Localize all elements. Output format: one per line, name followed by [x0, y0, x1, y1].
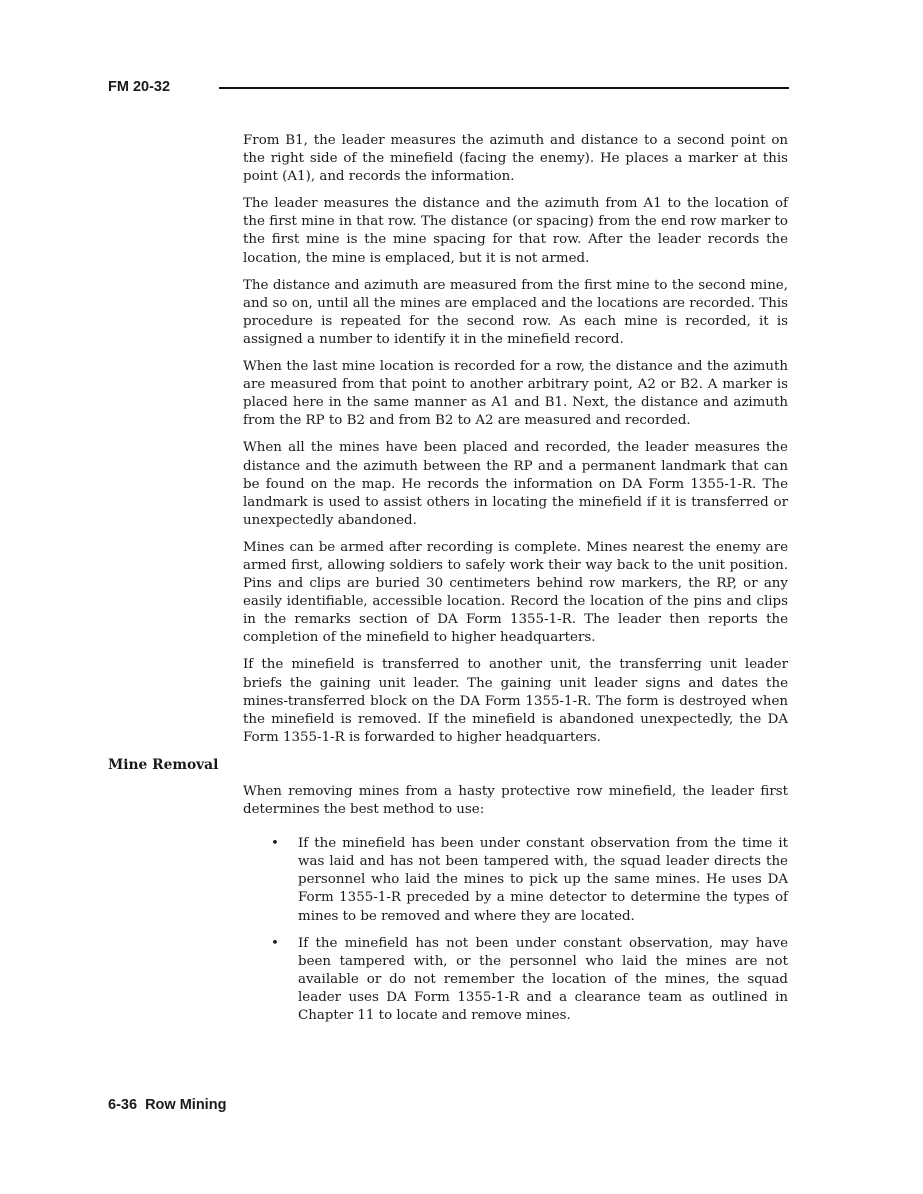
mine-removal-section	[243, 783, 788, 1034]
body-text	[243, 132, 788, 756]
page-footer: 6-36 Row Mining	[108, 1097, 227, 1113]
paragraph: The distance and azimuth are measured from the first mine to the second mine, and so on, until all the mines are emplaced and the locations are recorded. This procedure is repeated for the second row. As each mine is recorded, it is assigned a number to identify it in the minefield record.	[243, 277, 788, 347]
paragraph: From B1, the leader measures the azimuth and distance to a second point on the right side of the minefield (facing the enemy). He places a marker at this point (A1), and records the information.	[243, 133, 788, 185]
bullet-list	[243, 835, 788, 1025]
paragraph: The leader measures the distance and the azimuth from A1 to the location of the first mine in that row. The distance (or spacing) from the end row marker to the first mine is the mine spacing for that row. After the leader records the location, the mine is emplaced, but it is not armed.	[243, 196, 788, 266]
document-id: FM 20-32	[108, 79, 171, 95]
bullet-item	[243, 835, 788, 925]
bullet-icon: •	[271, 935, 279, 951]
page-header	[108, 78, 790, 98]
paragraph: Mines can be armed after recording is complete. Mines nearest the enemy are armed first, allowing soldiers to safely work their way back to the unit position. Pins and clips are buried 30 centimeters behind row markers, the RP, or any easily identifiable, accessible location. Record the location of the pins and clips in the remarks section of DA Form 1355-1-R. The leader then reports the completion of the minefield to higher headquarters.	[243, 539, 788, 646]
header-rule	[219, 87, 789, 89]
section-intro: When removing mines from a hasty protective row minefield, the leader first determines the best method to use:	[243, 784, 788, 818]
bullet-text: If the minefield has not been under constant observation, may have been tampered with, or the personnel who laid the mines are not available or do not remember the location of the mines, the squad leader uses DA Form 1355-1-R and a clearance team as outlined in Chapter 11 to locate and remove mines.	[298, 935, 788, 1024]
paragraph: When all the mines have been placed and recorded, the leader measures the distance and the azimuth between the RP and a permanent landmark that can be found on the map. He records the information on DA Form 1355-1-R. The landmark is used to assist others in locating the minefield if it is transferred or unexpectedly abandoned.	[243, 440, 788, 528]
section-heading: Mine Removal	[108, 757, 219, 773]
paragraph: If the minefield is transferred to another unit, the transferring unit leader briefs the gaining unit leader. The gaining unit leader signs and dates the mines-transferred block on the DA Form 1355-1-R. The form is destroyed when the minefield is removed. If the minefield is abandoned unexpectedly, the DA Form 1355-1-R is forwarded to higher headquarters.	[243, 657, 788, 745]
bullet-item	[243, 935, 788, 1025]
bullet-icon: •	[271, 836, 279, 852]
paragraph: When the last mine location is recorded for a row, the distance and the azimuth are measured from that point to another arbitrary point, A2 or B2. A marker is placed here in the same manner as A1 and B1. Next, the distance and azimuth from the RP to B2 and from B2 to A2 are measured and recorded.	[243, 359, 788, 429]
bullet-text: If the minefield has been under constant observation from the time it was laid and has not been tampered with, the squad leader directs the personnel who laid the mines to pick up the same mines. He uses DA Form 1355-1-R preceded by a mine detector to determine the types of mines to be removed and where they are located.	[298, 836, 788, 924]
